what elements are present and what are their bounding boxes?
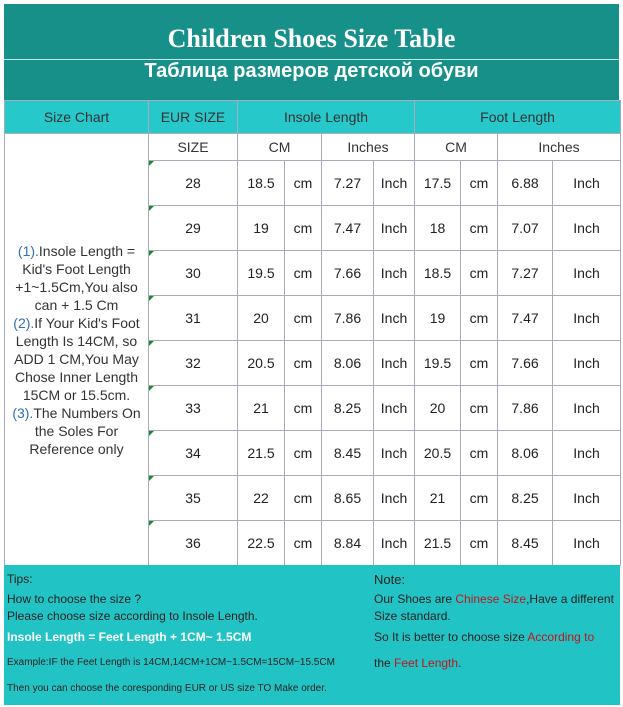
cell-foot-in-value: 7.47 bbox=[498, 296, 553, 341]
cell-insole-in-unit: Inch bbox=[374, 296, 415, 341]
cell-marker bbox=[149, 386, 154, 391]
cell-insole-cm-unit: cm bbox=[285, 476, 322, 521]
note-text-3: The Numbers On the Soles For Reference only bbox=[29, 404, 141, 457]
cell-foot-cm-unit: cm bbox=[461, 251, 498, 296]
note-number-1: (1). bbox=[17, 242, 39, 259]
cell-foot-cm-value: 18.5 bbox=[415, 251, 461, 296]
header-eur-size: EUR SIZE bbox=[149, 101, 238, 134]
cell-size bbox=[149, 206, 238, 251]
page-title: Children Shoes Size Table bbox=[167, 24, 456, 53]
size-value: 33 bbox=[185, 400, 201, 416]
cell-foot-cm-unit: cm bbox=[461, 386, 498, 431]
cell-insole-in-value: 7.27 bbox=[322, 161, 374, 206]
according-to-text: According to bbox=[527, 630, 595, 644]
subheader-size: SIZE bbox=[149, 134, 238, 161]
cell-foot-cm-unit: cm bbox=[461, 431, 498, 476]
cell-insole-in-value: 7.86 bbox=[322, 296, 374, 341]
cell-insole-cm-unit: cm bbox=[285, 206, 322, 251]
tips-label: Tips: bbox=[7, 572, 33, 586]
cell-marker bbox=[149, 251, 154, 256]
cell-size bbox=[149, 161, 238, 206]
feet-length-text: Feet Length bbox=[394, 656, 459, 670]
cell-insole-in-unit: Inch bbox=[374, 386, 415, 431]
cell-insole-in-value: 8.45 bbox=[322, 431, 374, 476]
tips-then: Then you can choose the coresponding EUR or US size TO Make order. bbox=[7, 683, 327, 694]
cell-foot-in-unit: Inch bbox=[553, 296, 621, 341]
size-value: 31 bbox=[185, 310, 201, 326]
cell-insole-cm-unit: cm bbox=[285, 341, 322, 386]
cell-foot-cm-value: 18 bbox=[415, 206, 461, 251]
cell-foot-in-unit: Inch bbox=[553, 341, 621, 386]
cell-foot-cm-value: 20.5 bbox=[415, 431, 461, 476]
table-header-row bbox=[5, 101, 621, 134]
cell-size bbox=[149, 476, 238, 521]
cell-foot-in-value: 8.45 bbox=[498, 521, 553, 566]
size-value: 34 bbox=[185, 445, 201, 461]
size-notes bbox=[5, 134, 149, 566]
cell-insole-in-unit: Inch bbox=[374, 206, 415, 251]
cell-insole-in-unit: Inch bbox=[374, 161, 415, 206]
cell-foot-in-unit: Inch bbox=[553, 521, 621, 566]
note-label: Note: bbox=[374, 572, 406, 587]
size-value: 28 bbox=[185, 175, 201, 191]
tips-answer: Please choose size according to Insole Length. bbox=[7, 609, 258, 623]
header-foot-length: Foot Length bbox=[415, 101, 621, 134]
cell-insole-cm-unit: cm bbox=[285, 161, 322, 206]
size-value: 35 bbox=[185, 490, 201, 506]
cell-foot-cm-value: 17.5 bbox=[415, 161, 461, 206]
cell-foot-cm-value: 21.5 bbox=[415, 521, 461, 566]
cell-marker bbox=[149, 161, 154, 166]
page-title-russian: Таблица размеров детской обуви bbox=[144, 60, 479, 82]
cell-insole-in-unit: Inch bbox=[374, 341, 415, 386]
header-insole-length: Insole Length bbox=[238, 101, 415, 134]
note-number-3: (3). bbox=[12, 404, 34, 421]
note-number-2: (2). bbox=[13, 314, 35, 331]
cell-insole-cm-value: 18.5 bbox=[238, 161, 285, 206]
tips-panel bbox=[4, 565, 620, 705]
cell-marker bbox=[149, 296, 154, 301]
cell-marker bbox=[149, 206, 154, 211]
cell-foot-in-unit: Inch bbox=[553, 206, 621, 251]
cell-foot-cm-unit: cm bbox=[461, 521, 498, 566]
cell-foot-in-unit: Inch bbox=[553, 386, 621, 431]
cell-marker bbox=[149, 476, 154, 481]
subheader-insole-inches: Inches bbox=[322, 134, 415, 161]
cell-insole-in-unit: Inch bbox=[374, 521, 415, 566]
cell-foot-in-unit: Inch bbox=[553, 431, 621, 476]
cell-foot-in-value: 8.25 bbox=[498, 476, 553, 521]
cell-foot-cm-unit: cm bbox=[461, 341, 498, 386]
cell-foot-in-value: 7.86 bbox=[498, 386, 553, 431]
cell-insole-in-unit: Inch bbox=[374, 251, 415, 296]
cell-insole-cm-value: 20 bbox=[238, 296, 285, 341]
cell-marker bbox=[149, 341, 154, 346]
cell-foot-cm-value: 20 bbox=[415, 386, 461, 431]
size-value: 29 bbox=[185, 220, 201, 236]
cell-insole-cm-unit: cm bbox=[285, 251, 322, 296]
note-line-3: So It is better to choose size According to bbox=[374, 630, 595, 644]
cell-insole-cm-value: 21 bbox=[238, 386, 285, 431]
size-table bbox=[4, 100, 621, 566]
cell-insole-in-value: 8.65 bbox=[322, 476, 374, 521]
cell-foot-cm-value: 19.5 bbox=[415, 341, 461, 386]
tips-question: How to choose the size ? bbox=[7, 592, 142, 606]
cell-foot-cm-unit: cm bbox=[461, 296, 498, 341]
size-value: 32 bbox=[185, 355, 201, 371]
cell-foot-in-value: 7.66 bbox=[498, 341, 553, 386]
cell-foot-cm-unit: cm bbox=[461, 161, 498, 206]
cell-size bbox=[149, 296, 238, 341]
cell-insole-in-unit: Inch bbox=[374, 476, 415, 521]
cell-insole-in-value: 8.06 bbox=[322, 341, 374, 386]
note-text-2: If Your Kid's Foot Length Is 14CM, so ADD 1 CM,You May Chose Inner Length 15CM or 15.5cm. bbox=[14, 314, 140, 403]
cell-foot-in-unit: Inch bbox=[553, 476, 621, 521]
table-subheader-row bbox=[5, 134, 621, 161]
cell-foot-cm-value: 19 bbox=[415, 296, 461, 341]
cell-size bbox=[149, 386, 238, 431]
cell-insole-cm-value: 21.5 bbox=[238, 431, 285, 476]
cell-insole-cm-value: 20.5 bbox=[238, 341, 285, 386]
cell-insole-cm-unit: cm bbox=[285, 521, 322, 566]
cell-foot-cm-unit: cm bbox=[461, 206, 498, 251]
cell-foot-in-unit: Inch bbox=[553, 251, 621, 296]
tips-formula: Insole Length = Feet Length + 1CM~ 1.5CM bbox=[7, 630, 252, 644]
cell-foot-in-unit: Inch bbox=[553, 161, 621, 206]
note-line-2: Size standard. bbox=[374, 609, 451, 623]
subheader-foot-cm: CM bbox=[415, 134, 498, 161]
cell-size bbox=[149, 431, 238, 476]
tips-example: Example:IF the Feet Length is 14CM,14CM+1CM~1.5CM=15CM~15.5CM bbox=[7, 657, 335, 668]
note-text-1: Insole Length = Kid's Foot Length +1~1.5Cm,You also can + 1.5 Cm bbox=[15, 242, 138, 313]
cell-insole-cm-unit: cm bbox=[285, 296, 322, 341]
cell-marker bbox=[149, 431, 154, 436]
cell-foot-in-value: 7.27 bbox=[498, 251, 553, 296]
cell-foot-cm-value: 21 bbox=[415, 476, 461, 521]
cell-foot-in-value: 6.88 bbox=[498, 161, 553, 206]
cell-insole-cm-value: 22.5 bbox=[238, 521, 285, 566]
note-line-4: the Feet Length. bbox=[374, 656, 462, 670]
cell-insole-in-value: 7.66 bbox=[322, 251, 374, 296]
cell-foot-cm-unit: cm bbox=[461, 476, 498, 521]
cell-size bbox=[149, 251, 238, 296]
size-value: 36 bbox=[185, 535, 201, 551]
cell-insole-in-value: 7.47 bbox=[322, 206, 374, 251]
size-value: 30 bbox=[185, 265, 201, 281]
title-banner bbox=[4, 4, 619, 100]
note-line-1: Our Shoes are Chinese Size,Have a different bbox=[374, 592, 614, 606]
cell-marker bbox=[149, 521, 154, 526]
cell-insole-cm-value: 19 bbox=[238, 206, 285, 251]
subheader-foot-inches: Inches bbox=[498, 134, 621, 161]
chinese-size-text: Chinese Size bbox=[455, 592, 527, 606]
subheader-insole-cm: CM bbox=[238, 134, 322, 161]
cell-insole-in-value: 8.84 bbox=[322, 521, 374, 566]
cell-insole-cm-value: 19.5 bbox=[238, 251, 285, 296]
header-size-chart: Size Chart bbox=[5, 101, 149, 134]
cell-foot-in-value: 8.06 bbox=[498, 431, 553, 476]
cell-insole-cm-unit: cm bbox=[285, 386, 322, 431]
cell-insole-in-unit: Inch bbox=[374, 431, 415, 476]
cell-size bbox=[149, 341, 238, 386]
cell-foot-in-value: 7.07 bbox=[498, 206, 553, 251]
cell-insole-in-value: 8.25 bbox=[322, 386, 374, 431]
cell-insole-cm-value: 22 bbox=[238, 476, 285, 521]
cell-size bbox=[149, 521, 238, 566]
cell-insole-cm-unit: cm bbox=[285, 431, 322, 476]
